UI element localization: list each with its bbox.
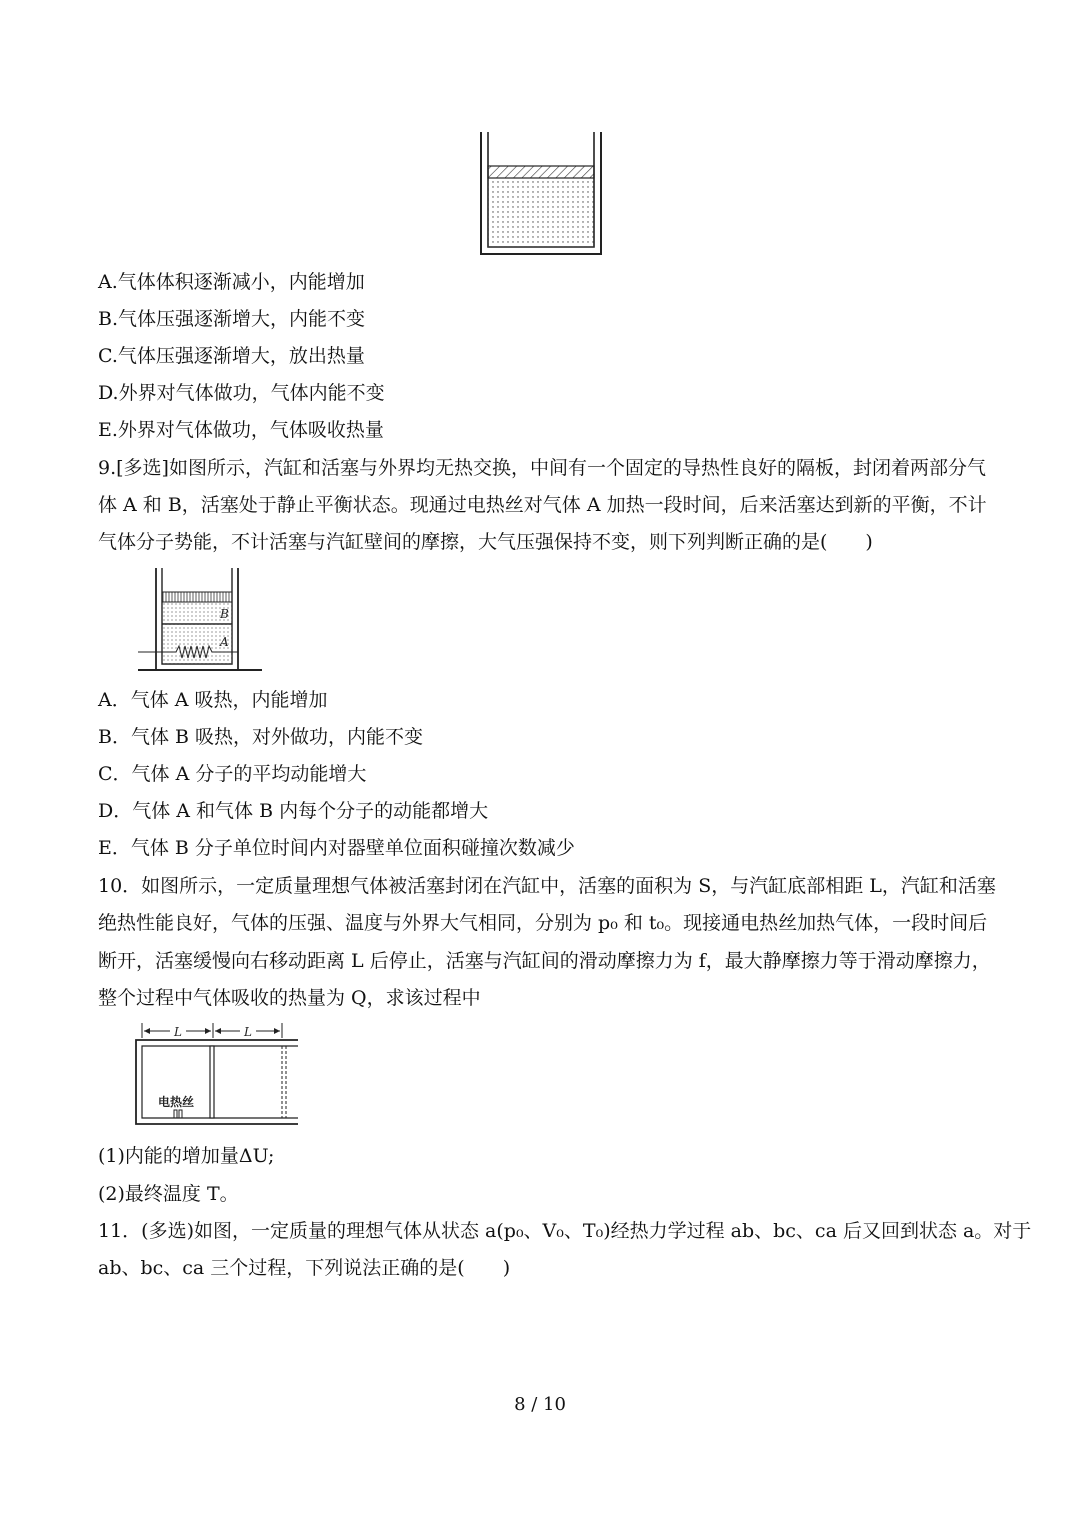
q10-stem-line1: 10．如图所示，一定质量理想气体被活塞封闭在汽缸中，活塞的面积为 S，与汽缸底部相距 L，汽缸和活塞: [98, 875, 996, 897]
q11-stem-line2: ab、bc、ca 三个过程，下列说法正确的是( ): [98, 1257, 511, 1279]
q10-figure-heater-label: 电热丝: [158, 1095, 195, 1109]
q11-stem-line1: 11．(多选)如图，一定质量的理想气体从状态 a(p₀、V₀、T₀)经热力学过程 ab、bc、ca 后又回到状态 a。对于: [98, 1220, 1032, 1242]
q8-option-a: A.气体体积逐渐减小，内能增加: [98, 271, 365, 293]
page-number: 8 / 10: [514, 1394, 566, 1415]
q9-figure-partitioned-cylinder: [138, 566, 262, 674]
q8-figure-cylinder: [476, 130, 606, 258]
q9-option-c: C．气体 A 分子的平均动能增大: [98, 763, 367, 785]
q9-option-a: A．气体 A 吸热，内能增加: [98, 689, 328, 711]
q10-sub2: (2)最终温度 T。: [98, 1183, 239, 1205]
q8-option-c: C.气体压强逐渐增大，放出热量: [98, 345, 365, 367]
q10-figure-dim-left: L: [174, 1025, 182, 1039]
q10-stem-line4: 整个过程中气体吸收的热量为 Q，求该过程中: [98, 987, 481, 1009]
q9-figure-label-a: A: [220, 635, 229, 649]
q9-stem-line1: 9.[多选]如图所示，汽缸和活塞与外界均无热交换，中间有一个固定的导热性良好的隔板，封闭着两部分气: [98, 457, 986, 479]
q8-option-d: D.外界对气体做功，气体内能不变: [98, 382, 385, 404]
q9-figure-label-b: B: [220, 607, 229, 621]
q9-option-e: E．气体 B 分子单位时间内对器壁单位面积碰撞次数减少: [98, 837, 575, 859]
q8-option-e: E.外界对气体做功，气体吸收热量: [98, 419, 384, 441]
q10-stem-line3: 断开，活塞缓慢向右移动距离 L 后停止，活塞与汽缸间的滑动摩擦力为 f，最大静摩擦力等于滑动摩擦力，: [98, 950, 991, 972]
q10-figure-horizontal-cylinder: [134, 1020, 304, 1126]
q9-option-d: D．气体 A 和气体 B 内每个分子的动能都增大: [98, 800, 489, 822]
q9-stem-line2: 体 A 和 B，活塞处于静止平衡状态。现通过电热丝对气体 A 加热一段时间，后来活塞达到新的平衡，不计: [98, 494, 987, 516]
q9-option-b: B．气体 B 吸热，对外做功，内能不变: [98, 726, 424, 748]
q10-figure-dim-right: L: [244, 1025, 252, 1039]
q8-option-b: B.气体压强逐渐增大，内能不变: [98, 308, 366, 330]
q10-stem-line2: 绝热性能良好，气体的压强、温度与外界大气相同，分别为 p₀ 和 t₀。现接通电热丝加热气体，一段时间后: [98, 912, 988, 934]
q10-sub1: (1)内能的增加量ΔU;: [98, 1145, 275, 1167]
q9-stem-line3: 气体分子势能，不计活塞与汽缸壁间的摩擦，大气压强保持不变，则下列判断正确的是( ): [98, 531, 873, 553]
